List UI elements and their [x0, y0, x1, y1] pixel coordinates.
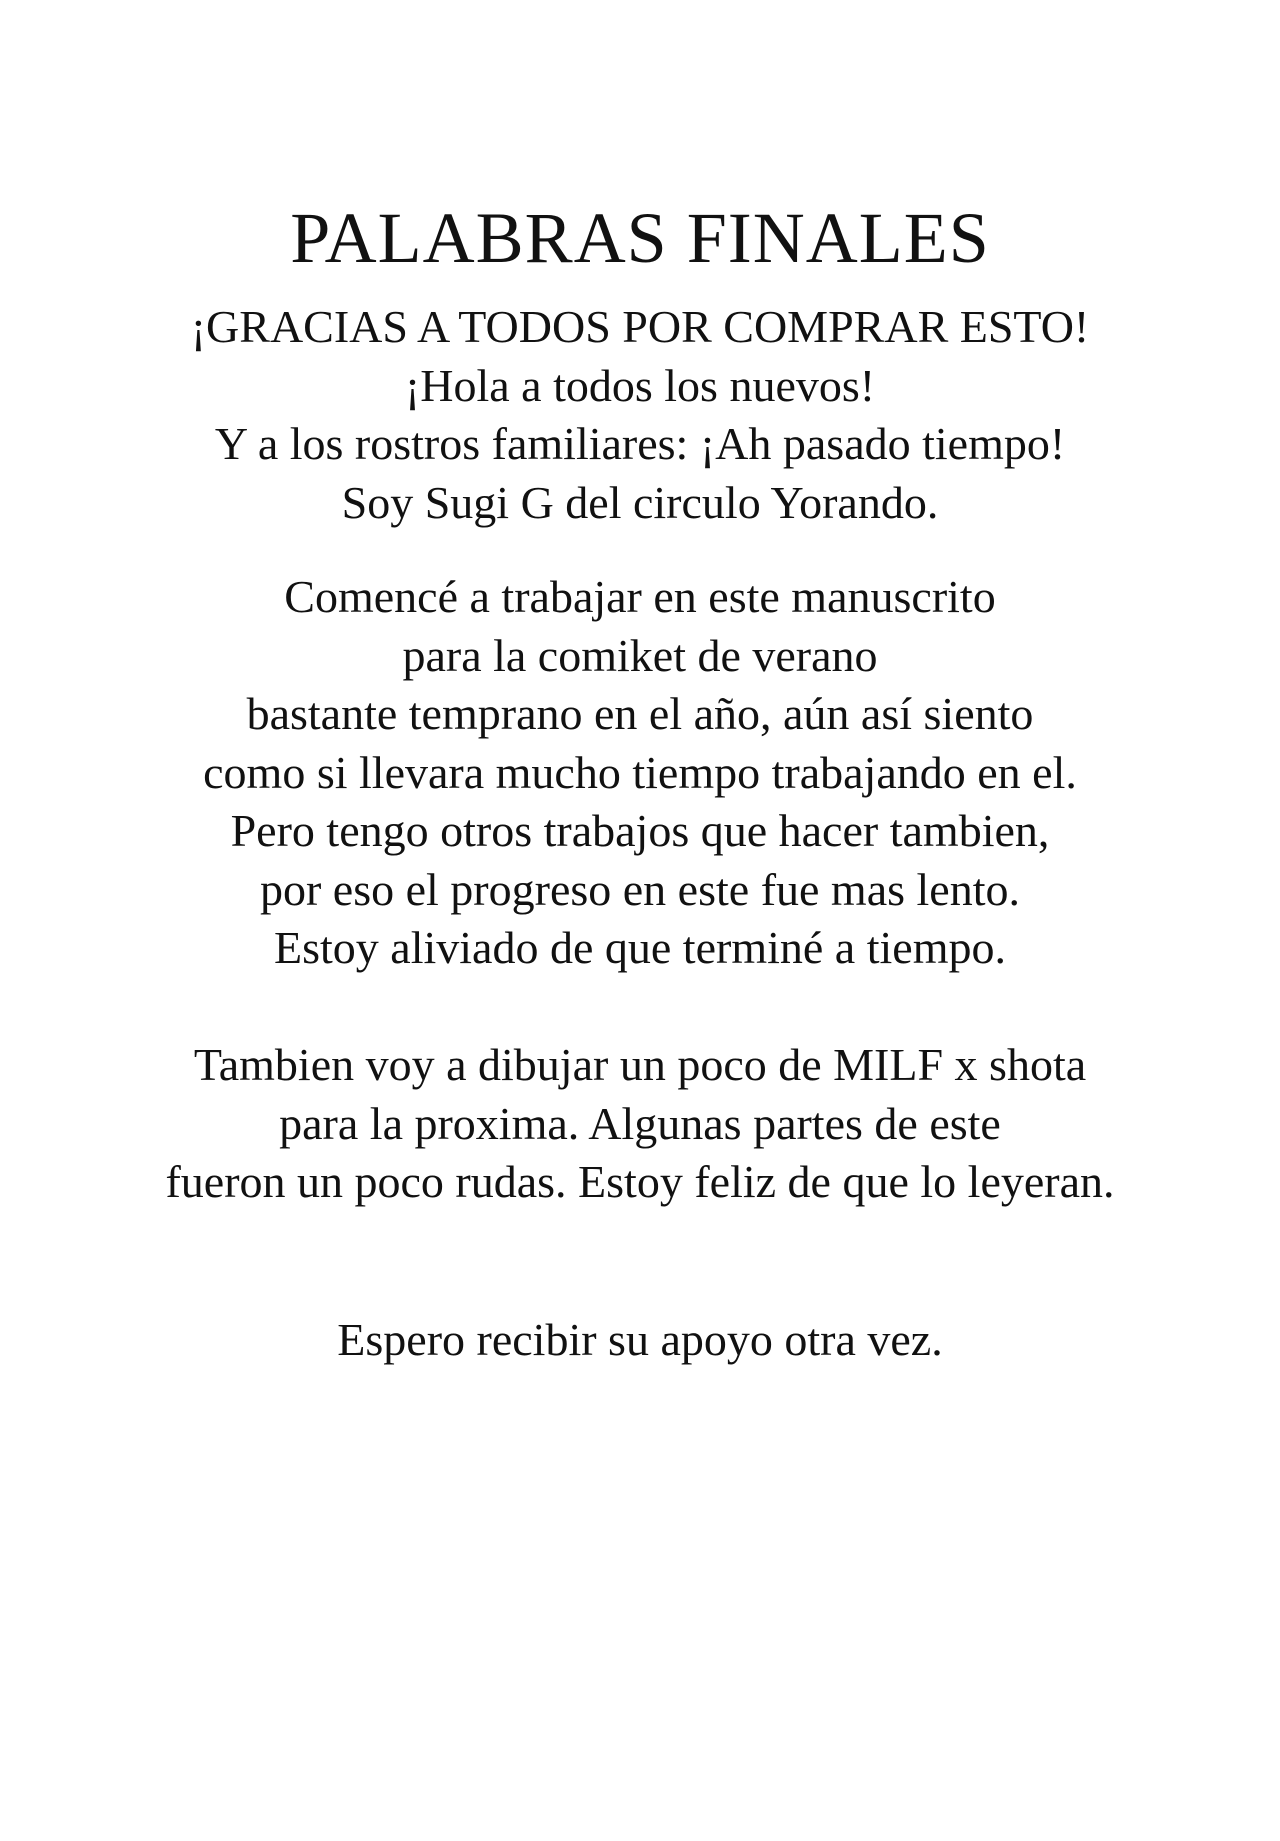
text-line: Tambien voy a dibujar un poco de MILF x shota [193, 1039, 1087, 1090]
text-line: fueron un poco rudas. Estoy feliz de que lo leyeran. [165, 1156, 1115, 1207]
text-line: bastante temprano en el año, aún así siento [246, 688, 1034, 739]
text-line: Y a los rostros familiares: ¡Ah pasado tiempo! [214, 418, 1066, 469]
text-line: por eso el progreso en este fue mas lento. [259, 863, 1021, 915]
text-line: para la comiket de verano [402, 629, 878, 681]
text-line: ¡GRACIAS A TODOS POR COMPRAR ESTO! [190, 301, 1090, 352]
text-line: Comencé a trabajar en este manuscrito [284, 571, 996, 622]
text-line: Soy Sugi G del circulo Yorando. [341, 476, 939, 528]
text-line: Estoy aliviado de que terminé a tiempo. [274, 922, 1006, 973]
intro-paragraph [0, 298, 1280, 532]
text-line: Pero tengo otros trabajos que hacer tambien, [230, 805, 1050, 856]
text-line: para la proxima. Algunas partes de este [279, 1097, 1001, 1149]
page-title: PALABRAS FINALES [290, 198, 990, 278]
work-paragraph [0, 568, 1280, 978]
text-line: ¡Hola a todos los nuevos! [404, 359, 876, 411]
text-line: Espero recibir su apoyo otra vez. [337, 1314, 943, 1365]
next-work-paragraph [0, 1036, 1280, 1212]
closing-paragraph [0, 1311, 1280, 1370]
text-line: como si llevara mucho tiempo trabajando en el. [203, 746, 1077, 798]
